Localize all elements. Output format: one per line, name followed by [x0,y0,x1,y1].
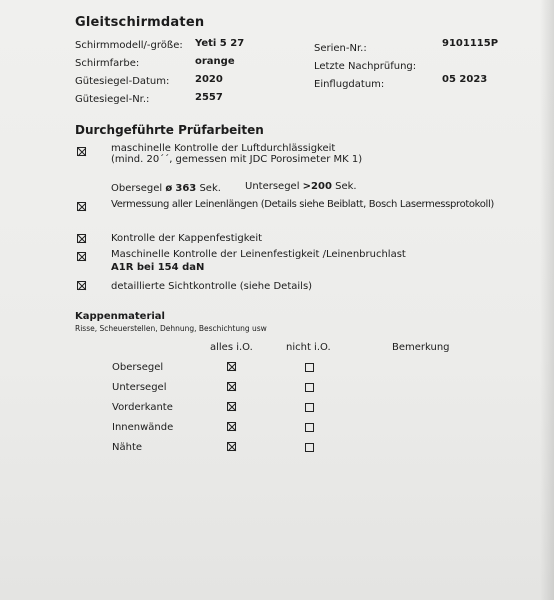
diameter-symbol: ø [165,183,173,194]
bottom-sail-porosity [245,181,357,192]
canopy-strength-checkbox [77,234,86,243]
column-header-not-ok: nicht i.O. [286,342,331,353]
bottom-sail-porosity-unit: Sek. [335,181,357,192]
bottom-sail-ok-checkbox [227,382,236,391]
serial-number-label: Serien-Nr.: [314,43,367,54]
top-sail-porosity-label: Obersegel [111,183,163,194]
line-strength-result: A1R bei 154 daN [111,262,205,273]
row-label-seams: Nähte [112,442,143,453]
leading-edge-ok-checkbox [227,402,236,411]
porosity-check-label: maschinelle Kontrolle der Luftdurchlässigkeit [111,143,336,154]
seal-date-value: 2020 [195,74,223,85]
top-sail-porosity [111,183,221,194]
top-sail-porosity-unit: Sek. [199,183,221,194]
page-edge-shadow [540,0,554,600]
bottom-sail-not-ok-checkbox [305,383,314,392]
top-sail-not-ok-checkbox [305,363,314,372]
bottom-sail-porosity-value: >200 [302,181,332,192]
model-value: Yeti 5 27 [195,38,245,49]
line-length-checkbox [77,202,86,211]
row-label-bottom-sail: Untersegel [112,382,167,393]
inner-walls-not-ok-checkbox [305,423,314,432]
serial-number-value: 9101115P [442,38,499,49]
section-title-canopy-material: Kappenmaterial [75,311,165,322]
first-flight-label: Einflugdatum: [314,79,385,90]
visual-check-label: detaillierte Sichtkontrolle (siehe Details) [111,281,313,292]
seams-not-ok-checkbox [305,443,314,452]
row-label-top-sail: Obersegel [112,362,164,373]
section-title-paraglider-data: Gleitschirmdaten [75,15,205,30]
model-label: Schirmmodell/-größe: [75,40,183,51]
leading-edge-not-ok-checkbox [305,403,314,412]
seal-number-label: Gütesiegel-Nr.: [75,94,150,105]
canopy-strength-label: Kontrolle der Kappenfestigkeit [111,233,263,244]
first-flight-value: 05 2023 [442,74,488,85]
inner-walls-ok-checkbox [227,422,236,431]
seal-date-label: Gütesiegel-Datum: [75,76,170,87]
last-check-label: Letzte Nachprüfung: [314,61,417,72]
line-strength-label: Maschinelle Kontrolle der Leinenfestigkeit /Leinenbruchlast [111,249,406,260]
top-sail-ok-checkbox [227,362,236,371]
visual-check-checkbox [77,281,86,290]
color-value: orange [195,56,235,67]
line-strength-checkbox [77,252,86,261]
line-length-label: Vermessung aller Leinenlängen (Details siehe Beiblatt, Bosch Lasermessprotokoll) [111,199,494,210]
top-sail-porosity-value: 363 [175,183,197,194]
porosity-check-note: (mind. 20´´, gemessen mit JDC Porosimeter MK 1) [111,154,363,165]
seams-ok-checkbox [227,442,236,451]
color-label: Schirmfarbe: [75,58,140,69]
bottom-sail-porosity-label: Untersegel [245,181,300,192]
column-header-ok: alles i.O. [210,342,253,353]
section-title-inspection-work: Durchgeführte Prüfarbeiten [75,123,264,137]
porosity-check-checkbox [77,147,86,156]
row-label-inner-walls: Innenwände [112,422,174,433]
row-label-leading-edge: Vorderkante [112,402,173,413]
seal-number-value: 2557 [195,92,223,103]
canopy-material-subtitle: Risse, Scheuerstellen, Dehnung, Beschichtung usw [75,324,267,333]
column-header-remark: Bemerkung [392,342,450,353]
